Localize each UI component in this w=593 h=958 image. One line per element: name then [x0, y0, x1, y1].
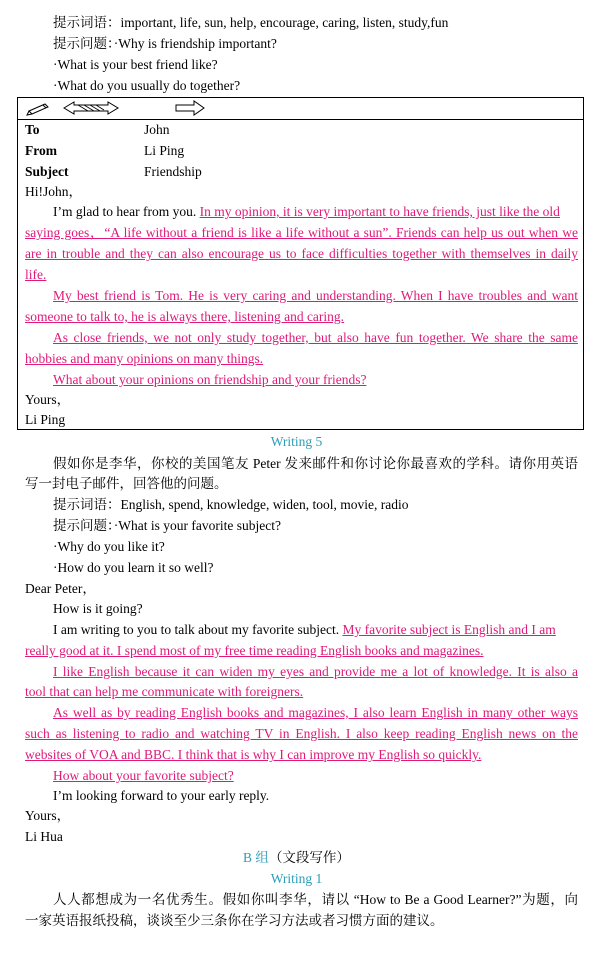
email-p4-line: What about your opinions on friendship and your friends? [53, 372, 367, 387]
keywords-line: 提示词语：important, life, sun, help, encourage, caring, listen, study,fun [53, 15, 449, 30]
question: ·What is your best friend like? [53, 57, 218, 72]
writing5-signature: Li Hua [25, 829, 63, 844]
email-p1-line: are in trouble and they can also encourage us to face difficulties together with themselves in daily [25, 246, 578, 261]
writing5-keywords: 提示词语：English, spend, knowledge, widen, tool, movie, radio [53, 497, 409, 512]
email-p1-line: saying goes，“A life without a friend is like a life without a sun”. Friends can help us out when we [25, 225, 578, 240]
email-p1-line: life. [25, 267, 47, 282]
email-greeting: Hi!John， [25, 184, 82, 199]
questions-line-1 [53, 34, 277, 54]
email-p2-line: someone to talk to, he is always there, listening and caring. [25, 309, 345, 324]
question: ·What do you usually do together? [53, 78, 241, 93]
email-p1-line [53, 202, 560, 222]
to-value: John [144, 122, 170, 137]
writing5-plain: I am writing to you to talk about my favorite subject. [53, 622, 343, 637]
group-b-label: B 组 [243, 850, 269, 865]
subject-value: Friendship [144, 164, 202, 179]
question: ·How do you learn it so well? [53, 560, 214, 575]
question: ·Why is friendship important? [113, 36, 277, 51]
group-b-subtitle: （文段写作） [268, 850, 350, 865]
question: ·Why do you like it? [53, 539, 165, 554]
writing1-title: Writing 1 [270, 871, 323, 886]
reply-forward-icon[interactable] [62, 100, 120, 116]
writing5-line: websites of VOA and BBC. I think that is why I can improve my English so quickly. [25, 747, 482, 762]
email-toolbar [18, 98, 583, 120]
writing5-task-line: 写一封电子邮件，回答他的问题。 [25, 476, 228, 491]
pencil-icon[interactable] [26, 100, 52, 116]
writing5-task-line: 假如你是李华，你校的美国笔友 Peter 发来邮件和你讨论你最喜欢的学科。请你用英语 [53, 456, 578, 471]
questions-label: 提示问题： [53, 518, 114, 533]
email-p1-pink: In my opinion, it is very important to have friends, just like the old [199, 204, 560, 219]
email-closing: Yours， [25, 392, 71, 407]
group-b-title [0, 848, 593, 868]
writing5-title: Writing 5 [270, 434, 323, 449]
writing5-line: How about your favorite subject? [53, 768, 234, 783]
writing5-questions-line [53, 516, 281, 536]
writing5-greeting: Dear Peter， [25, 581, 96, 596]
email-p3-line: As close friends, we not only study together, but also have fun together. We share the same [53, 330, 578, 345]
email-signature: Li Ping [25, 412, 66, 427]
question: ·What is your favorite subject? [113, 518, 281, 533]
from-label: From [25, 143, 57, 158]
writing5-line: I like English because it can widen my eyes and provide me a lot of knowledge. It is also a [53, 664, 578, 679]
writing5-line: such as listening to radio and watching TV in English. I also keep reading English news on the [25, 726, 578, 741]
email-p2-line: My best friend is Tom. He is very caring and understanding. When I have troubles and want [53, 288, 578, 303]
writing1-task-line: 人人都想成为一名优秀生。假如你叫李华，请以 “How to Be a Good Learner?”为题，向 [53, 892, 578, 907]
to-label: To [25, 122, 40, 137]
writing5-pink: My favorite subject is English and I am [342, 622, 556, 637]
writing5-line: As well as by reading English books and magazines, I also learn English in many other ways [53, 705, 578, 720]
writing5-line: really good at it. I spend most of my free time reading English books and magazines. [25, 643, 484, 658]
from-value: Li Ping [144, 143, 185, 158]
writing5-line: I’m looking forward to your early reply. [53, 788, 270, 803]
subject-label: Subject [25, 164, 69, 179]
writing1-task-line: 一家英语报纸投稿，谈谈至少三条你在学习方法或者习惯方面的建议。 [25, 913, 444, 928]
questions-label: 提示问题： [53, 36, 114, 51]
writing5-line: tool that can help me communicate with foreigners. [25, 684, 304, 699]
email-p3-line: hobbies and many opinions on many things. [25, 351, 264, 366]
email-p1-plain: I’m glad to hear from you. [53, 204, 200, 219]
writing5-line [53, 620, 556, 640]
send-arrow-icon[interactable] [174, 100, 206, 116]
writing5-line: How is it going? [53, 601, 143, 616]
writing5-closing: Yours， [25, 808, 71, 823]
